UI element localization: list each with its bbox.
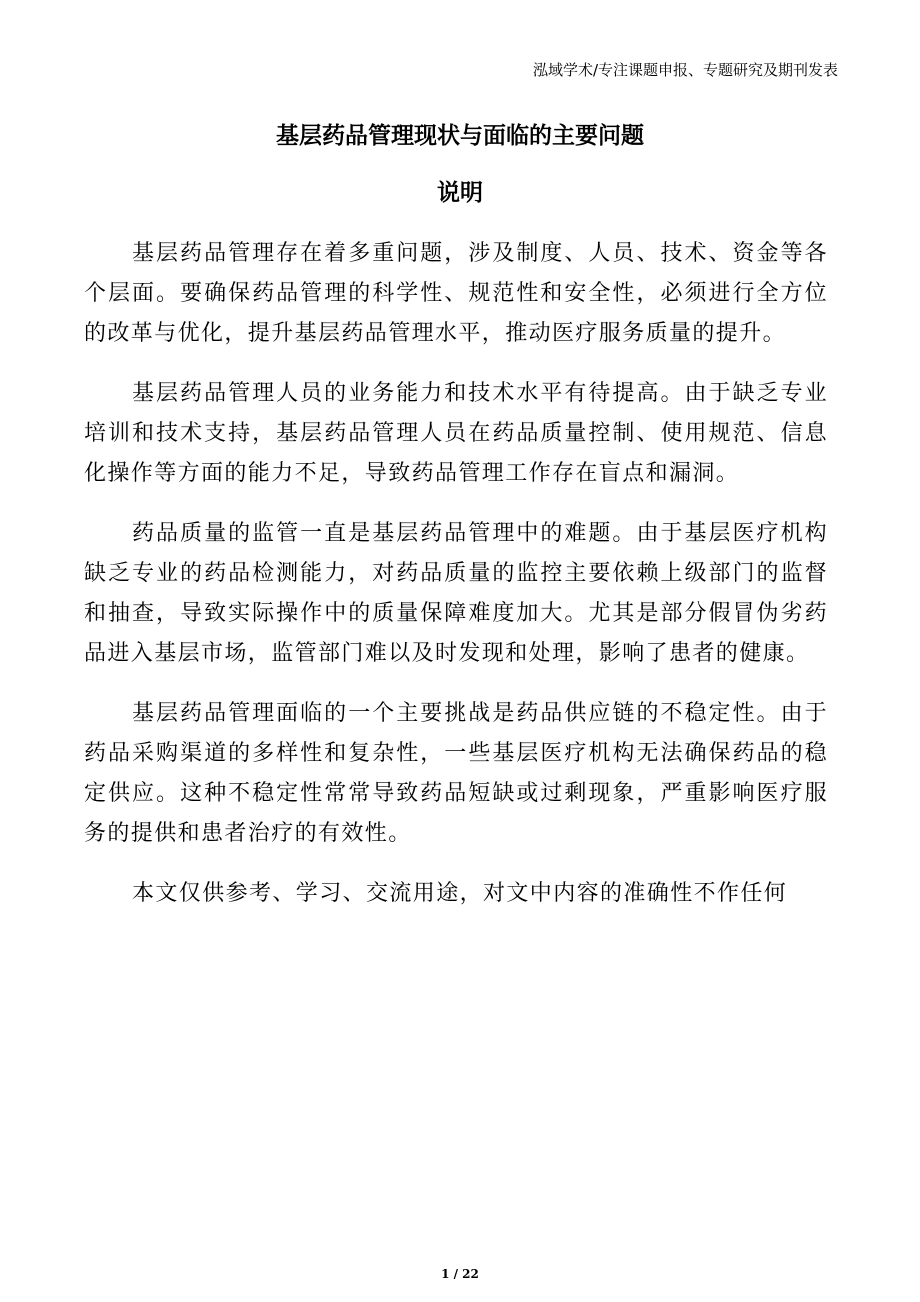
page-number: 1 / 22 [441, 1267, 479, 1281]
paragraph: 基层药品管理人员的业务能力和技术水平有待提高。由于缺乏专业培训和技术支持，基层药品管理人员在药品质量控制、使用规范、信息化操作等方面的能力不足，导致药品管理工作存在盲点和漏洞。 [84, 381, 828, 486]
document-title: 基层药品管理现状与面临的主要问题 [276, 123, 644, 149]
paragraph: 本文仅供参考、学习、交流用途，对文中内容的准确性不作任何 [132, 881, 788, 906]
document-body [84, 234, 828, 934]
paragraph: 基层药品管理面临的一个主要挑战是药品供应链的不稳定性。由于药品采购渠道的多样性和复杂性，一些基层医疗机构无法确保药品的稳定供应。这种不稳定性常常导致药品短缺或过剩现象，严重影响医疗服务的提供和患者治疗的有效性。 [84, 701, 828, 846]
section-heading: 说明 [437, 180, 483, 206]
paragraph: 基层药品管理存在着多重问题，涉及制度、人员、技术、资金等各个层面。要确保药品管理的科学性、规范性和安全性，必须进行全方位的改革与优化，提升基层药品管理水平，推动医疗服务质量的提升。 [84, 241, 828, 346]
page-header: 泓域学术/专注课题申报、专题研究及期刊发表 [532, 61, 838, 79]
paragraph: 药品质量的监管一直是基层药品管理中的难题。由于基层医疗机构缺乏专业的药品检测能力，对药品质量的监控主要依赖上级部门的监督和抽查，导致实际操作中的质量保障难度加大。尤其是部分假冒伪劣药品进入基层市场，监管部门难以及时发现和处理，影响了患者的健康。 [84, 521, 828, 666]
